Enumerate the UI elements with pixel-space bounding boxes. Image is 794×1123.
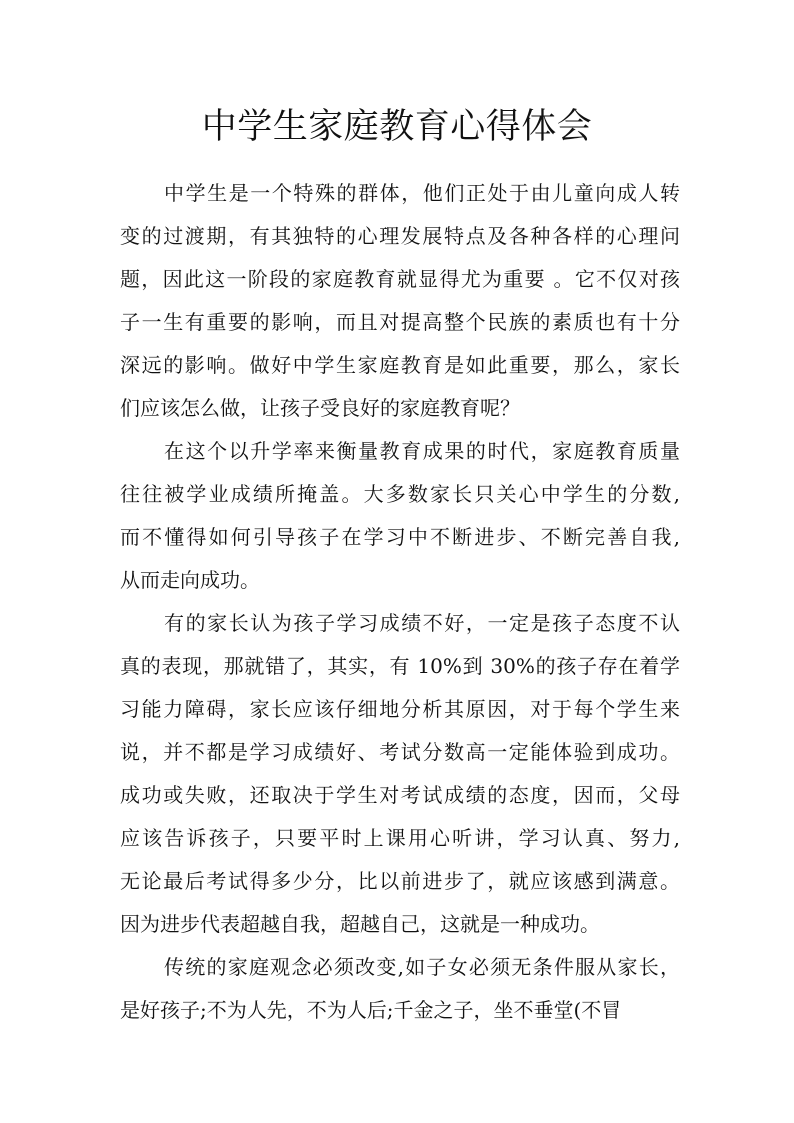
paragraph-2-line-1: 在这个以升学率来衡量教育成果的时代，家庭教育质量 xyxy=(164,439,680,463)
paragraph-1-line-6: 们应该怎么做，让孩子受良好的家庭教育呢？ xyxy=(120,396,520,420)
paragraph-4-line-1: 传统的家庭观念必须改变,如子女必须无条件服从家长， xyxy=(164,955,680,979)
paragraph-4-line-2: 是好孩子;不为人先，不为人后;千金之子，坐不垂堂(不冒 xyxy=(120,998,622,1022)
document-title: 中学生家庭教育心得体会 xyxy=(201,107,593,147)
paragraph-3-line-4: 说，并不都是学习成绩好、考试分数高一定能体验到成功。 xyxy=(120,740,680,764)
paragraph-3-line-3: 习能力障碍，家长应该仔细地分析其原因，对于每个学生来 xyxy=(120,697,680,721)
paragraph-1-line-5: 深远的影响。做好中学生家庭教育是如此重要，那么，家长 xyxy=(120,353,680,377)
paragraph-1-line-4: 子一生有重要的影响，而且对提高整个民族的素质也有十分 xyxy=(120,310,680,334)
document-body xyxy=(120,172,680,1032)
paragraph-3-line-8: 因为进步代表超越自我，超越自己，这就是一种成功。 xyxy=(120,912,600,936)
paragraph-2-line-2: 往往被学业成绩所掩盖。大多数家长只关心中学生的分数, xyxy=(120,482,680,506)
paragraph-1-line-2: 变的过渡期，有其独特的心理发展特点及各种各样的心理问 xyxy=(120,224,680,248)
paragraph-3-line-5: 成功或失败，还取决于学生对考试成绩的态度，因而，父母 xyxy=(120,783,680,807)
paragraph-3-line-2: 真的表现，那就错了，其实，有 10%到 30%的孩子存在着学 xyxy=(120,654,680,678)
paragraph-3-line-1: 有的家长认为孩子学习成绩不好，一定是孩子态度不认 xyxy=(164,611,680,635)
paragraph-1-line-3: 题，因此这一阶段的家庭教育就显得尤为重要 。它不仅对孩 xyxy=(120,267,680,291)
paragraph-1-line-1: 中学生是一个特殊的群体，他们正处于由儿童向成人转 xyxy=(164,181,680,205)
paragraph-3-line-7: 无论最后考试得多少分，比以前进步了，就应该感到满意。 xyxy=(120,869,680,893)
paragraph-3-line-6: 应该告诉孩子，只要平时上课用心听讲，学习认真、努力, xyxy=(120,826,680,850)
paragraph-2-line-4: 从而走向成功。 xyxy=(120,568,260,592)
paragraph-2-line-3: 而不懂得如何引导孩子在学习中不断进步、不断完善自我, xyxy=(120,525,680,549)
